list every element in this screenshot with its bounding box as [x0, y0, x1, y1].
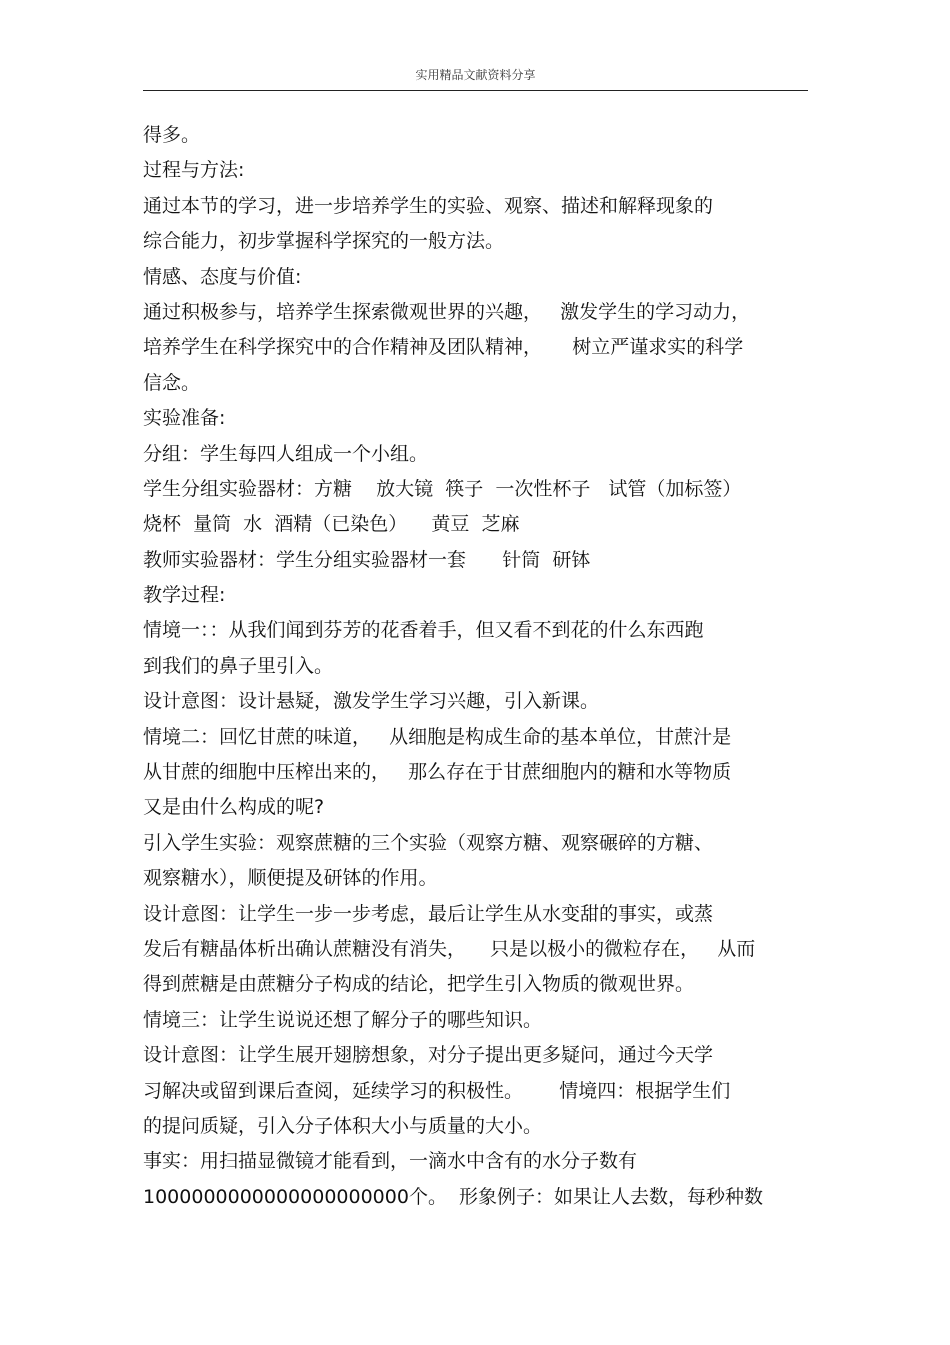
section-heading: 实验准备:	[143, 407, 226, 430]
section-heading: 过程与方法:	[143, 159, 245, 182]
section-heading: 情感、态度与价值:	[143, 265, 302, 288]
text-line: 得到蔗糖是由蔗糖分子构成的结论，把学生引入物质的微观世界。	[143, 973, 695, 996]
page-header: 实用精品文献资料分享	[415, 68, 536, 82]
text-line: 通过积极参与，培养学生探索微观世界的兴趣， 激发学生的学习动力，	[143, 300, 751, 323]
text-line: 引入学生实验：观察蔗糖的三个实验（观察方糖、观察碾碎的方糖、	[143, 831, 714, 854]
text-line: 又是由什么构成的呢?	[143, 796, 325, 819]
text-line: 学生分组实验器材：方糖 放大镜 筷子 一次性杯子 试管（加标签）	[143, 477, 742, 500]
text-line: 到我们的鼻子里引入。	[143, 654, 334, 677]
text-line: 信念。	[143, 371, 201, 394]
text-line: 通过本节的学习，进一步培养学生的实验、观察、描述和解释现象的	[143, 194, 714, 217]
section-heading: 教学过程:	[143, 584, 226, 607]
text-line: 设计意图：设计悬疑，激发学生学习兴趣，引入新课。	[143, 690, 600, 713]
text-line: 1000000000000000000000个。 形象例子：如果让人去数，每秒种数	[143, 1185, 764, 1208]
text-line: 情境二：回忆甘蔗的味道， 从细胞是构成生命的基本单位，甘蔗汁是	[143, 725, 732, 748]
text-line: 观察糖水），顺便提及研钵的作用。	[143, 867, 438, 890]
text-line: 分组：学生每四人组成一个小组。	[143, 442, 429, 465]
header-divider	[143, 90, 808, 91]
text-line: 教师实验器材：学生分组实验器材一套 针筒 研钵	[143, 548, 591, 571]
text-line: 事实：用扫描显微镜才能看到，一滴水中含有的水分子数有	[143, 1150, 638, 1173]
text-line: 情境三：让学生说说还想了解分子的哪些知识。	[143, 1008, 543, 1031]
text-line: 得多。	[143, 124, 201, 146]
text-line: 习解决或留到课后查阅，延续学习的积极性。 情境四：根据学生们	[143, 1079, 731, 1102]
text-line: 情境一：：从我们闻到芬芳的花香着手，但又看不到花的什么东西跑	[143, 619, 704, 642]
document-body	[143, 118, 823, 1215]
text-line: 培养学生在科学探究中的合作精神及团队精神， 树立严谨求实的科学	[143, 336, 744, 359]
text-line: 从甘蔗的细胞中压榨出来的， 那么存在于甘蔗细胞内的糖和水等物质	[143, 761, 732, 784]
text-line: 的提问质疑，引入分子体积大小与质量的大小。	[143, 1114, 543, 1137]
text-line: 烧杯 量筒 水 酒精（已染色） 黄豆 芝麻	[143, 513, 520, 536]
text-line: 设计意图：让学生一步一步考虑，最后让学生从水变甜的事实，或蒸	[143, 902, 714, 925]
text-line: 发后有糖晶体析出确认蔗糖没有消失， 只是以极小的微粒存在， 从而	[143, 937, 756, 960]
text-line: 综合能力，初步掌握科学探究的一般方法。	[143, 230, 505, 253]
text-line: 设计意图：让学生展开翅膀想象，对分子提出更多疑问，通过今天学	[143, 1044, 714, 1067]
